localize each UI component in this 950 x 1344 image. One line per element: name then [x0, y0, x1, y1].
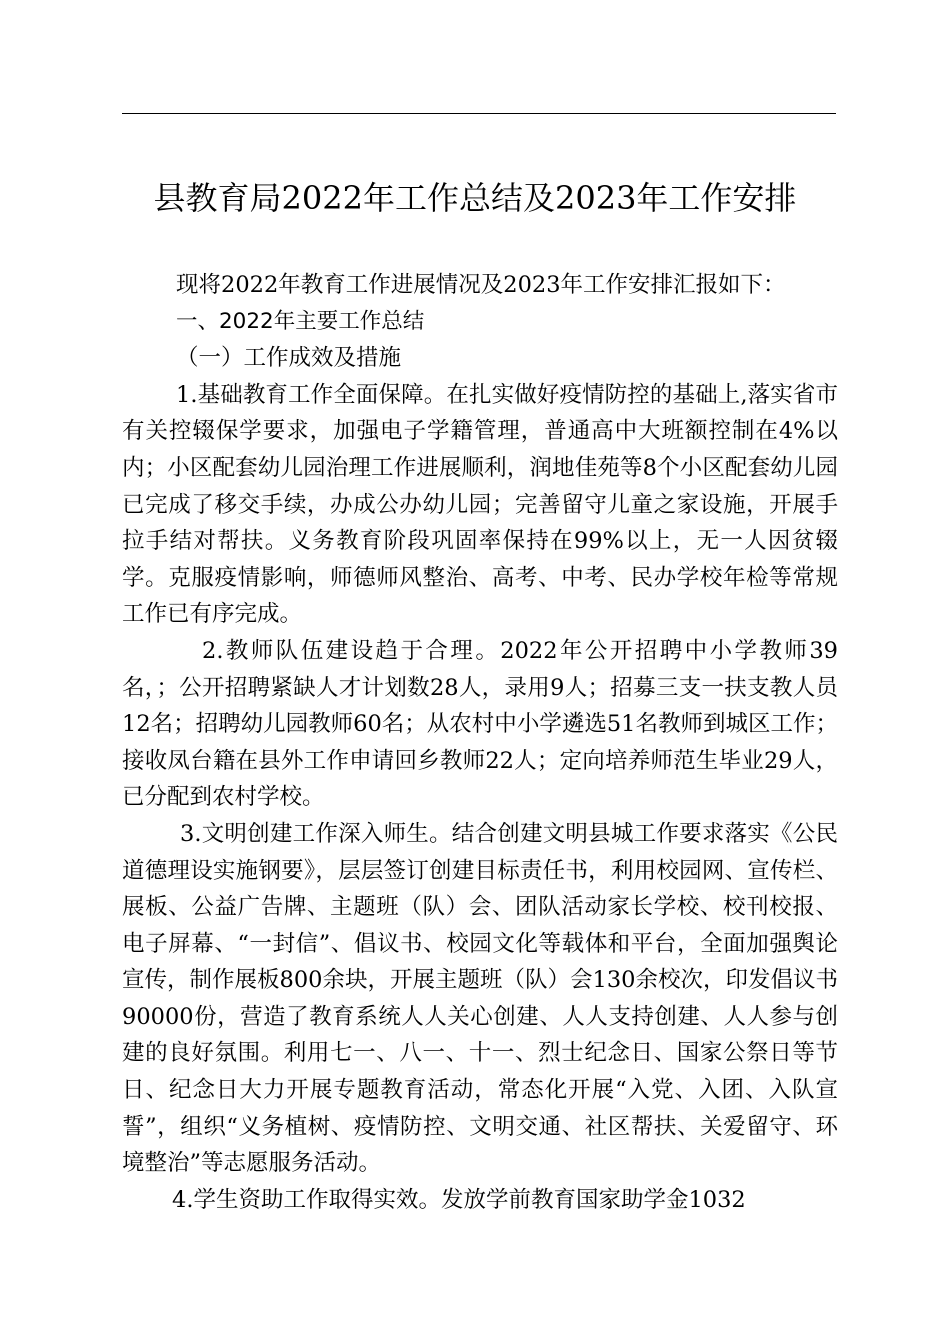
- paragraph-student-aid: 4.学生资助工作取得实效。发放学前教育国家助学金1032: [172, 1186, 746, 1213]
- header-rule: [122, 113, 836, 114]
- paragraph-teacher-team: 2.教师队伍建设趋于合理。2022年公开招聘中小学教师39名，；公开招聘紧缺人才计划数28人，录用9人；招募三支一扶支教人员12名；招聘幼儿园教师60名；从农村中小学遴选51名教师到城区工作；接收凤台籍在县外工作申请回乡教师22人；定向培养师范生毕业29人，已分配到农村学校。: [122, 637, 838, 811]
- document-body: [122, 267, 838, 1218]
- subsection-heading: （一）工作成效及措施: [176, 345, 402, 372]
- section-heading: 一、2022年主要工作总结: [176, 308, 425, 334]
- document-title: 县教育局2022年工作总结及2023年工作安排: [153, 179, 797, 217]
- intro-paragraph: 现将2022年教育工作进展情况及2023年工作安排汇报如下：: [176, 272, 786, 298]
- paragraph-civilization: 3.文明创建工作深入师生。结合创建文明县城工作要求落实《公民道德理设实施钢要》，层层签订创建目标责任书，利用校园网、宣传栏、展板、公益广告牌、主题班（队）会、团队活动家长学校、校刊校报、电子屏幕、“一封信”、倡议书、校园文化等载体和平台，全面加强舆论宣传，制作展板800余块，开展主题班（队）会130余校次，印发倡议书90000份，营造了教育系统人人关心创建、人人支持创建、人人参与创建的良好氛围。利用七一、八一、十一、烈士纪念日、国家公祭日等节日、纪念日大力开展专题教育活动，常态化开展“入党、入团、入队宣誓”，组织“义务植树、疫情防控、文明交通、社区帮扶、关爱留守、环境整治”等志愿服务活动。: [122, 820, 838, 1177]
- paragraph-basic-education: 1.基础教育工作全面保障。在扎实做好疫情防控的基础上,落实省市有关控辍保学要求，加强电子学籍管理，普通高中大班额控制在4%以内；小区配套幼儿园治理工作进展顺利，润地佳苑等8个小区配套幼儿园已完成了移交手续，办成公办幼儿园；完善留守儿童之家设施，开展手拉手结对帮扶。义务教育阶段巩固率保持在99%以上，无一人因贫辍学。克服疫情影响，师德师风整治、高考、中考、民办学校年检等常规工作已有序完成。: [122, 381, 838, 628]
